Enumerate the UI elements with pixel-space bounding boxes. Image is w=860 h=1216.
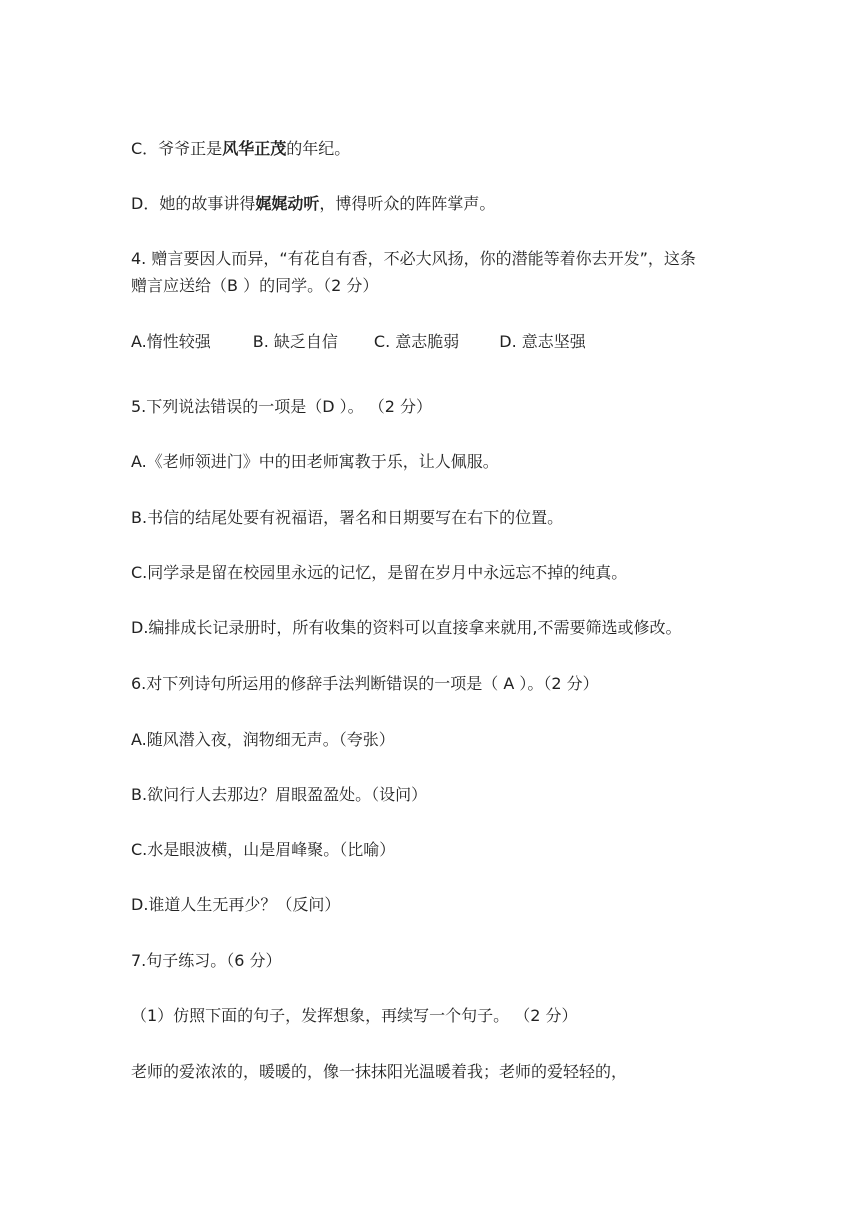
q3-option-c-prefix: C．爷爷正是 [131, 139, 223, 158]
q4-option-c: C. 意志脆弱 [373, 332, 460, 351]
q4-option-a: A.惰性较强 [131, 332, 211, 351]
q6-option-a: A.随风潜入夜，润物细无声。（夸张） [131, 730, 395, 749]
q4-stem-line1: 4. 赠言要因人而异，“有花自有香，不必大风扬，你的潜能等着你去开发”，这条 [131, 249, 696, 268]
q7-sub1: （1）仿照下面的句子，发挥想象，再续写一个句子。 （2 分） [131, 1006, 578, 1025]
q5-option-a: A.《老师领进门》中的田老师寓教于乐，让人佩服。 [131, 452, 499, 471]
q5-option-b: B.书信的结尾处要有祝福语，署名和日期要写在右下的位置。 [131, 508, 564, 527]
q3-option-c-suffix: 的年纪。 [286, 139, 351, 158]
q4-options [131, 328, 760, 355]
q5-option-d: D.编排成长记录册时，所有收集的资料可以直接拿来就用,不需要筛选或修改。 [131, 618, 682, 637]
q3-option-d-suffix: ，博得听众的阵阵掌声。 [319, 194, 496, 213]
q5-option-c: C.同学录是留在校园里永远的记忆，是留在岁月中永远忘不掉的纯真。 [131, 563, 628, 582]
q6-stem: 6.对下列诗句所运用的修辞手法判断错误的一项是（ A ）。（2 分） [131, 674, 599, 693]
q4-option-b: B. 缺乏自信 [252, 332, 338, 351]
q4-stem-line2: 赠言应送给（B ）的同学。（2 分） [131, 276, 379, 295]
q3-option-c-emphasis: 风华正茂 [222, 139, 287, 158]
q6-option-d: D.谁道人生无再少？（反问） [131, 895, 341, 914]
q3-option-c [131, 135, 760, 162]
q3-option-d-prefix: D．她的故事讲得 [131, 194, 256, 213]
q3-option-d [131, 190, 760, 217]
q7-example-sentence: 老师的爱浓浓的，暖暖的，像一抹抹阳光温暖着我；老师的爱轻轻的， [131, 1062, 628, 1081]
q3-option-d-emphasis: 娓娓动听 [255, 194, 320, 213]
q6-option-b: B.欲问行人去那边？眉眼盈盈处。（设问） [131, 785, 428, 804]
q4-option-d: D. 意志坚强 [499, 332, 586, 351]
q6-option-c: C.水是眼波横，山是眉峰聚。（比喻） [131, 840, 396, 859]
q5-stem: 5.下列说法错误的一项是（D ）。 （2 分） [131, 397, 433, 416]
q7-stem: 7.句子练习。（6 分） [131, 951, 282, 970]
